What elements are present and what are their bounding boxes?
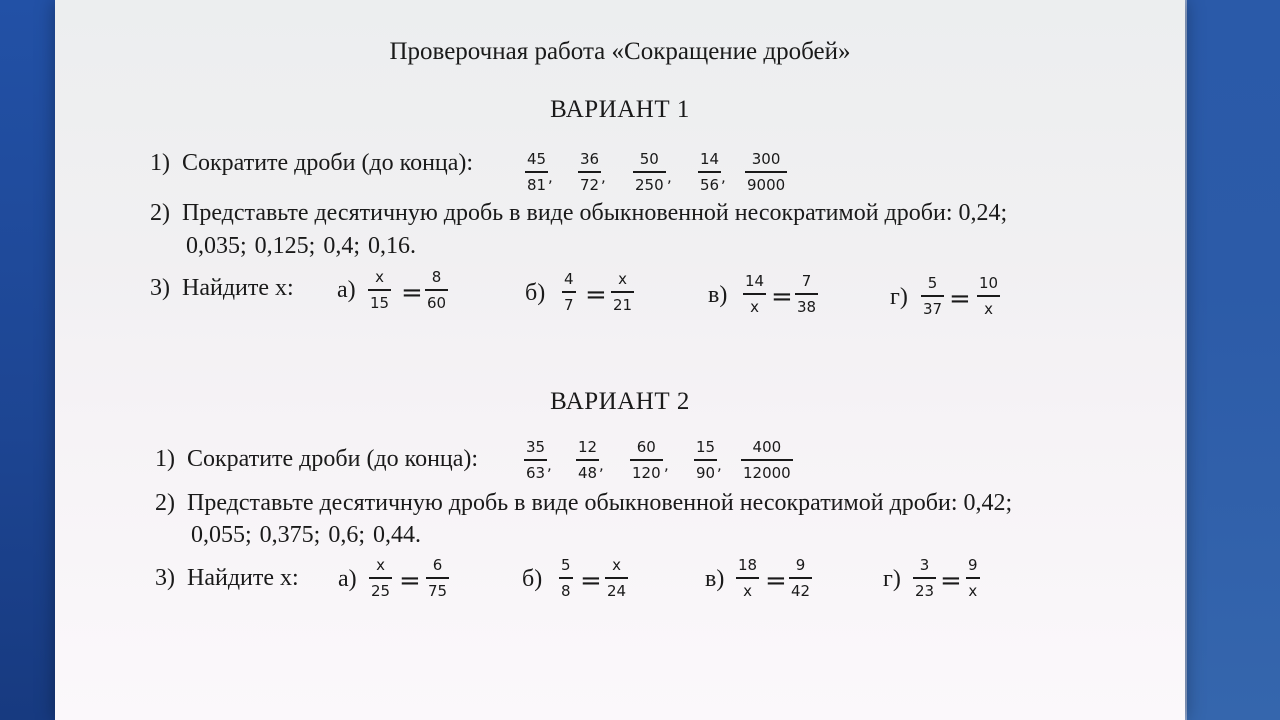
v2-fraction-4 [694,440,717,481]
separator: , [667,168,672,186]
numerator: x [375,268,384,286]
numerator: 14 [700,150,720,168]
v2-part-v-right [789,558,812,599]
v2-fraction-5 [741,440,793,481]
v2-task2-number: 2) [155,490,175,516]
numerator: 14 [745,272,765,290]
equals-sign: = [401,278,423,308]
v1-task2-number: 2) [150,200,170,226]
numerator: x [618,270,627,288]
v1-fraction-5 [745,152,787,193]
v1-part-v-right [795,274,818,315]
numerator: 8 [431,268,442,286]
v2-task3-number: 3) [155,565,175,591]
denominator: 24 [607,581,627,600]
equals-sign: = [765,566,787,596]
v2-part-a-left [369,558,392,599]
equals-sign: = [949,284,971,314]
numerator: 7 [801,272,812,290]
v1-part-v-label: в) [708,282,728,308]
v2-task1-number: 1) [155,446,175,472]
numerator: 18 [738,556,758,574]
numerator: x [376,556,385,574]
numerator: 4 [564,270,574,288]
v2-task1 [155,446,478,473]
variant-1-heading: ВАРИАНТ 1 [550,96,690,123]
v1-part-b-left [562,272,576,313]
v2-part-b-right [605,558,628,599]
denominator: x [743,581,752,600]
v1-task1 [150,150,473,177]
v1-fraction-2 [578,152,601,193]
denominator: 25 [371,581,391,600]
denominator: 42 [791,581,811,600]
v1-task3-text: Найдите x: [182,275,294,301]
denominator: 12000 [743,463,791,482]
v2-part-a-right [426,558,449,599]
denominator: 60 [427,293,447,312]
denominator: 9000 [747,175,786,194]
v2-part-b-left [559,558,573,599]
v2-part-b-label: б) [522,566,543,592]
v1-task3-number: 3) [150,275,170,301]
equals-sign: = [771,282,793,312]
numerator: 9 [795,556,806,574]
numerator: 45 [527,150,547,168]
numerator: 3 [919,556,930,574]
v1-part-b-right [611,272,634,313]
v1-task2 [150,200,1007,227]
denominator: x [968,581,978,600]
numerator: 35 [526,438,546,456]
denominator: 8 [561,581,571,600]
v1-task2-values: 0,035; 0,125; 0,4; 0,16. [186,233,417,259]
denominator: 75 [428,581,448,600]
denominator: 7 [564,295,574,314]
denominator: 38 [797,297,817,316]
v1-part-g-left [921,276,944,317]
v1-task3 [150,275,294,302]
v2-task3 [155,565,299,592]
v1-fraction-4 [698,152,721,193]
separator: , [548,168,553,186]
v1-part-g-right [977,276,1000,317]
separator: , [717,456,722,474]
numerator: 60 [636,438,656,456]
equals-sign: = [585,280,607,310]
numerator: 5 [927,274,938,292]
denominator: 21 [613,295,633,314]
denominator: 37 [923,299,943,318]
numerator: 50 [639,150,659,168]
numerator: 36 [580,150,600,168]
denominator: 81 [527,175,547,194]
denominator: 250 [635,175,664,194]
numerator: 15 [696,438,716,456]
numerator: 9 [968,556,978,574]
denominator: 23 [915,581,935,600]
v2-fraction-2 [576,440,599,481]
separator: , [721,168,726,186]
v1-part-a-right [425,270,448,311]
numerator: 10 [979,274,999,292]
v2-part-v-label: в) [705,566,725,592]
worksheet-title: Проверочная работа «Сокращение дробей» [389,38,851,65]
numerator: 6 [432,556,443,574]
numerator: 12 [578,438,598,456]
v2-part-a-label: а) [338,566,357,592]
v1-part-b-label: б) [525,280,546,306]
v1-part-v-left [743,274,766,315]
v2-task2 [155,490,1012,517]
sheet-edge [1185,0,1187,720]
denominator: 72 [580,175,600,194]
separator: , [601,168,606,186]
separator: , [547,456,552,474]
v1-part-a-label: а) [337,277,356,303]
equals-sign: = [399,566,421,596]
numerator: 5 [561,556,571,574]
v1-part-a-left [368,270,391,311]
equals-sign: = [580,566,602,596]
v2-fraction-3 [630,440,663,481]
v2-task2-text: Представьте десятичную дробь в виде обыкновенной несократимой дроби: 0,42; [187,490,1013,516]
v2-part-v-left [736,558,759,599]
v1-task2-text: Представьте десятичную дробь в виде обыкновенной несократимой дроби: 0,24; [182,200,1008,226]
denominator: 120 [632,463,661,482]
denominator: 48 [578,463,598,482]
v1-part-g-label: г) [890,284,908,310]
v2-part-g-label: г) [883,566,901,592]
denominator: 63 [526,463,546,482]
variant-2-heading: ВАРИАНТ 2 [550,388,690,415]
v2-part-g-left [913,558,936,599]
numerator: 400 [752,438,782,456]
v2-fraction-1 [524,440,547,481]
denominator: 15 [370,293,390,312]
equals-sign: = [940,566,962,596]
denominator: 56 [700,175,720,194]
v1-task1-number: 1) [150,150,170,176]
v2-task1-text: Сократите дроби (до конца): [187,446,479,472]
v2-part-g-right [966,558,980,599]
denominator: x [750,297,759,316]
v1-fraction-3 [633,152,666,193]
v1-fraction-1 [525,152,548,193]
denominator: x [984,299,993,318]
numerator: 300 [751,150,781,168]
separator: , [664,456,669,474]
v2-task2-values: 0,055; 0,375; 0,6; 0,44. [191,522,422,548]
worksheet-page [55,0,1185,720]
denominator: 90 [696,463,716,482]
v1-task1-text: Сократите дроби (до конца): [182,150,474,176]
separator: , [599,456,604,474]
numerator: x [612,556,621,574]
v2-task3-text: Найдите x: [187,565,299,591]
